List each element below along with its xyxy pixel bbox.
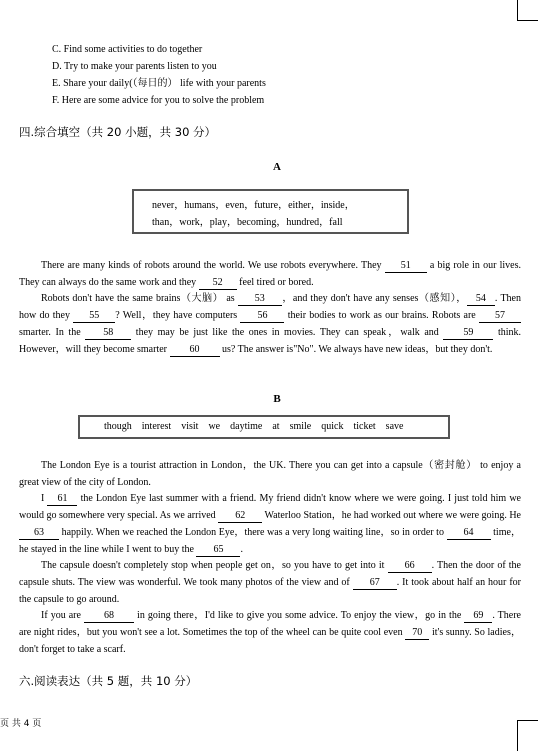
- blank-68[interactable]: 68: [84, 610, 134, 623]
- word-bank-b-item: smile: [289, 421, 312, 432]
- text-run: think. However，will they become smarter: [19, 326, 522, 355]
- word-bank-b-item: quick: [321, 421, 344, 432]
- blank-52[interactable]: 52: [199, 277, 237, 290]
- word-bank-b-item: visit: [181, 421, 199, 432]
- passage-a-paragraph-1: [19, 258, 521, 291]
- text-run: . Then how do they: [19, 293, 521, 322]
- text-run: happily. When we reached the London Eye，there was a very long waiting line，so in order to: [59, 526, 447, 538]
- blank-69[interactable]: 69: [464, 610, 492, 623]
- word-bank-b-item: we: [208, 421, 221, 432]
- text-run: ? Well，they have computers: [115, 310, 241, 322]
- option-e: E. Share your daily(（每日的） life with your parents: [52, 78, 266, 89]
- option-c: C. Find some activities to do together: [52, 44, 203, 55]
- word-bank-b-item: daytime: [230, 421, 263, 432]
- option-f: F. Here are some advice for you to solve the problem: [52, 95, 265, 106]
- text-run: it's sunny. So ladies，don't forget to take a scarf.: [19, 627, 522, 655]
- blank-54[interactable]: 54: [467, 293, 495, 306]
- text-run: . There are night rides，but you won't see a lot. Sometimes the top of the wheel can be quite cool even: [19, 610, 521, 639]
- page-corner-mark-top: [517, 0, 538, 21]
- passage-b-paragraph-2: [19, 491, 521, 558]
- blank-60[interactable]: 60: [170, 344, 220, 357]
- blank-67[interactable]: 67: [353, 577, 397, 590]
- text-run: . It took about half an hour for the capsule to go around.: [19, 576, 521, 605]
- text-run: their bodies to work as our brains. Robots are: [284, 310, 479, 322]
- blank-56[interactable]: 56: [240, 310, 284, 323]
- blank-63[interactable]: 63: [19, 527, 59, 540]
- passage-a: [19, 258, 521, 358]
- blank-57[interactable]: 57: [479, 310, 521, 323]
- blank-59[interactable]: 59: [443, 327, 493, 340]
- text-run: I: [41, 493, 48, 505]
- word-bank-b-item: at: [272, 421, 280, 432]
- text-run: There are many kinds of robots around the world. We use robots everywhere. They: [41, 260, 385, 271]
- text-run: us? The answer is"No". We always have new ideas，but they don't.: [219, 343, 493, 355]
- text-run: a big role in our lives. They can always do the same work and they: [19, 260, 521, 288]
- blank-64[interactable]: 64: [447, 527, 491, 540]
- text-run: If you are: [41, 610, 84, 622]
- section-heading-reading: 六.阅读表达（共 5 题，共 10 分）: [19, 674, 198, 688]
- part-b-label: B: [273, 393, 281, 405]
- text-run: .: [240, 543, 243, 555]
- text-run: feel tired or bored.: [236, 276, 314, 288]
- text-run: Robots don't have the same brains（大脑） as: [41, 293, 238, 305]
- blank-61[interactable]: 61: [47, 493, 77, 506]
- blank-62[interactable]: 62: [218, 510, 262, 523]
- blank-66[interactable]: 66: [388, 560, 432, 573]
- passage-b-paragraph-4: [19, 608, 521, 658]
- word-bank-a-line-2: than，work，play，becoming，hundred，fall: [152, 217, 343, 228]
- passage-b-paragraph-3: [19, 558, 521, 608]
- blank-55[interactable]: 55: [73, 310, 115, 323]
- text-run: the London Eye last summer with a friend. My friend didn't know where we were going. I just told him we would go somewhere very special. As we arrived: [19, 493, 521, 522]
- blank-53[interactable]: 53: [238, 293, 282, 306]
- section-heading-cloze: 四.综合填空（共 20 小题，共 30 分）: [19, 125, 217, 139]
- text-run: ，and they don't have any senses（感知），: [281, 293, 467, 305]
- word-bank-b: [78, 415, 450, 439]
- blank-58[interactable]: 58: [85, 327, 131, 340]
- page-footer: 页 共 4 页: [0, 719, 42, 729]
- option-d: D. Try to make your parents listen to you: [52, 61, 217, 72]
- word-bank-b-item: ticket: [353, 421, 376, 432]
- passage-a-paragraph-2: [19, 291, 521, 358]
- passage-b: [19, 458, 521, 658]
- blank-70[interactable]: 70: [405, 627, 429, 640]
- text-run: smarter. In the: [19, 326, 86, 338]
- text-run: in going there，I'd like to give you some advice. To enjoy the view，go in the: [134, 610, 465, 622]
- word-bank-a: [132, 189, 409, 234]
- text-run: The capsule doesn't completely stop when people get on，so you have to get into it: [41, 560, 388, 572]
- word-bank-b-item: save: [385, 421, 404, 432]
- text-run: they may be just like the ones in movies. They can speak，walk and: [131, 326, 444, 338]
- page-corner-mark-bottom: [517, 720, 538, 751]
- text-run: . Then the door of the capsule shuts. The view was wonderful. We took many photos of the view and of: [19, 560, 521, 588]
- word-bank-a-line-1: never，humans，even，future，either，inside，: [152, 200, 355, 211]
- part-a-label: A: [273, 161, 281, 173]
- word-bank-b-item: interest: [141, 421, 172, 432]
- blank-65[interactable]: 65: [196, 544, 240, 557]
- text-run: Waterloo Station，he had worked out where we were going. He: [262, 510, 521, 522]
- passage-b-paragraph-1: The London Eye is a tourist attraction in London，the UK. There you can get into a capsule（密封舱） to enjoy a great view of the city of London.: [19, 460, 521, 488]
- word-bank-b-item: though: [104, 421, 132, 432]
- text-run: time，he stayed in the line while I went to buy the: [19, 526, 521, 555]
- blank-51[interactable]: 51: [385, 260, 427, 273]
